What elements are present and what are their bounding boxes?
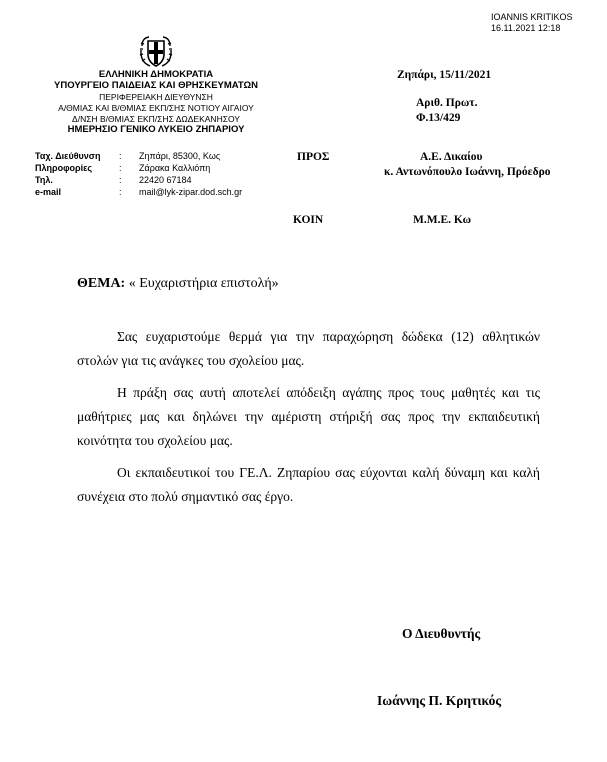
digital-signature-stamp [491,12,573,34]
place-date: Ζηπάρι, 15/11/2021 [397,69,492,81]
contact-block [0,151,320,203]
header-regional-education: Α/ΘΜΙΑΣ ΚΑΙ Β/ΘΜΙΑΣ ΕΚΠ/ΣΗΣ ΝΟΤΙΟΥ ΑΙΓΑΙΟΥ [58,103,254,113]
email-separator: : [119,187,122,197]
signatory-title: Ο Διευθυντής [402,626,481,641]
address-label: Ταχ. Διεύθυνση [35,151,101,161]
recipient-line2: κ. Αντωνόπουλο Ιωάννη, Πρόεδρο [384,166,551,178]
info-label: Πληροφορίες [35,163,93,173]
address-value: Ζηπάρι, 85300, Κως [139,151,221,161]
phone-separator: : [119,175,122,185]
header-secondary-directorate: Δ/ΝΣΗ Β/ΘΜΙΑΣ ΕΚΠ/ΣΗΣ ΔΩΔΕΚΑΝΗΣΟΥ [72,114,240,124]
email-value: mail@lyk-zipar.dod.sch.gr [139,187,243,197]
body-paragraph: Οι εκπαιδευτικοί του ΓΕ.Λ. Ζηπαρίου σας εύχονται καλή δύναμη και καλή συνέχεια στο πολύ σημαντικό σας έργο. [77,465,540,504]
header-regional-directorate: ΠΕΡΙΦΕΡΕΙΑΚΗ ΔΙΕΥΘΥΝΣΗ [99,92,213,102]
info-separator: : [119,163,122,173]
header-ministry: ΥΠΟΥΡΓΕΙΟ ΠΑΙΔΕΙΑΣ ΚΑΙ ΘΡΗΣΚΕΥΜΑΤΩΝ [54,80,258,91]
signatory-name: Ιωάννης Π. Κρητικός [377,693,502,708]
body-paragraph: Η πράξη σας αυτή αποτελεί απόδειξη αγάπης προς τους μαθητές και τις μαθήτριες μας και δηλώνει την αμέριστη στήριξή σας προς την εκπαιδευτική κοινότητα του σχολείου μας. [77,385,540,448]
subject-line [77,276,279,292]
greek-coat-of-arms-icon [138,34,174,70]
letter-body [77,325,540,509]
recipient-label: ΠΡΟΣ [297,151,330,163]
header-school-name: ΗΜΕΡΗΣΙΟ ΓΕΝΙΚΟ ΛΥΚΕΙΟ ΖΗΠΑΡΙΟΥ [67,124,245,135]
subject-label: ΘΕΜΑ: [77,276,126,291]
phone-label: Τηλ. [35,175,53,185]
body-paragraph: Σας ευχαριστούμε θερμά για την παραχώρηση δώδεκα (12) αθλητικών στολών για τις ανάγκες του σχολείου μας. [77,329,540,368]
address-separator: : [119,151,122,161]
recipient-line1: Α.Ε. Δικαίου [420,151,483,163]
info-value: Ζάρακα Καλλιόπη [139,163,211,173]
cc-value: Μ.Μ.Ε. Κω [413,214,472,226]
protocol-label: Αριθ. Πρωτ. [416,97,478,109]
phone-value: 22420 67184 [139,175,192,185]
cc-label: ΚΟΙΝ [293,214,324,226]
subject-text: « Ευχαριστήρια επιστολή» [128,276,279,291]
signature-name: IOANNIS KRITIKOS [491,12,573,22]
protocol-number: Φ.13/429 [416,112,461,124]
header-country: ΕΛΛΗΝΙΚΗ ΔΗΜΟΚΡΑΤΙΑ [98,69,214,80]
email-label: e-mail [35,187,62,197]
signature-datetime: 16.11.2021 12:18 [491,23,561,33]
